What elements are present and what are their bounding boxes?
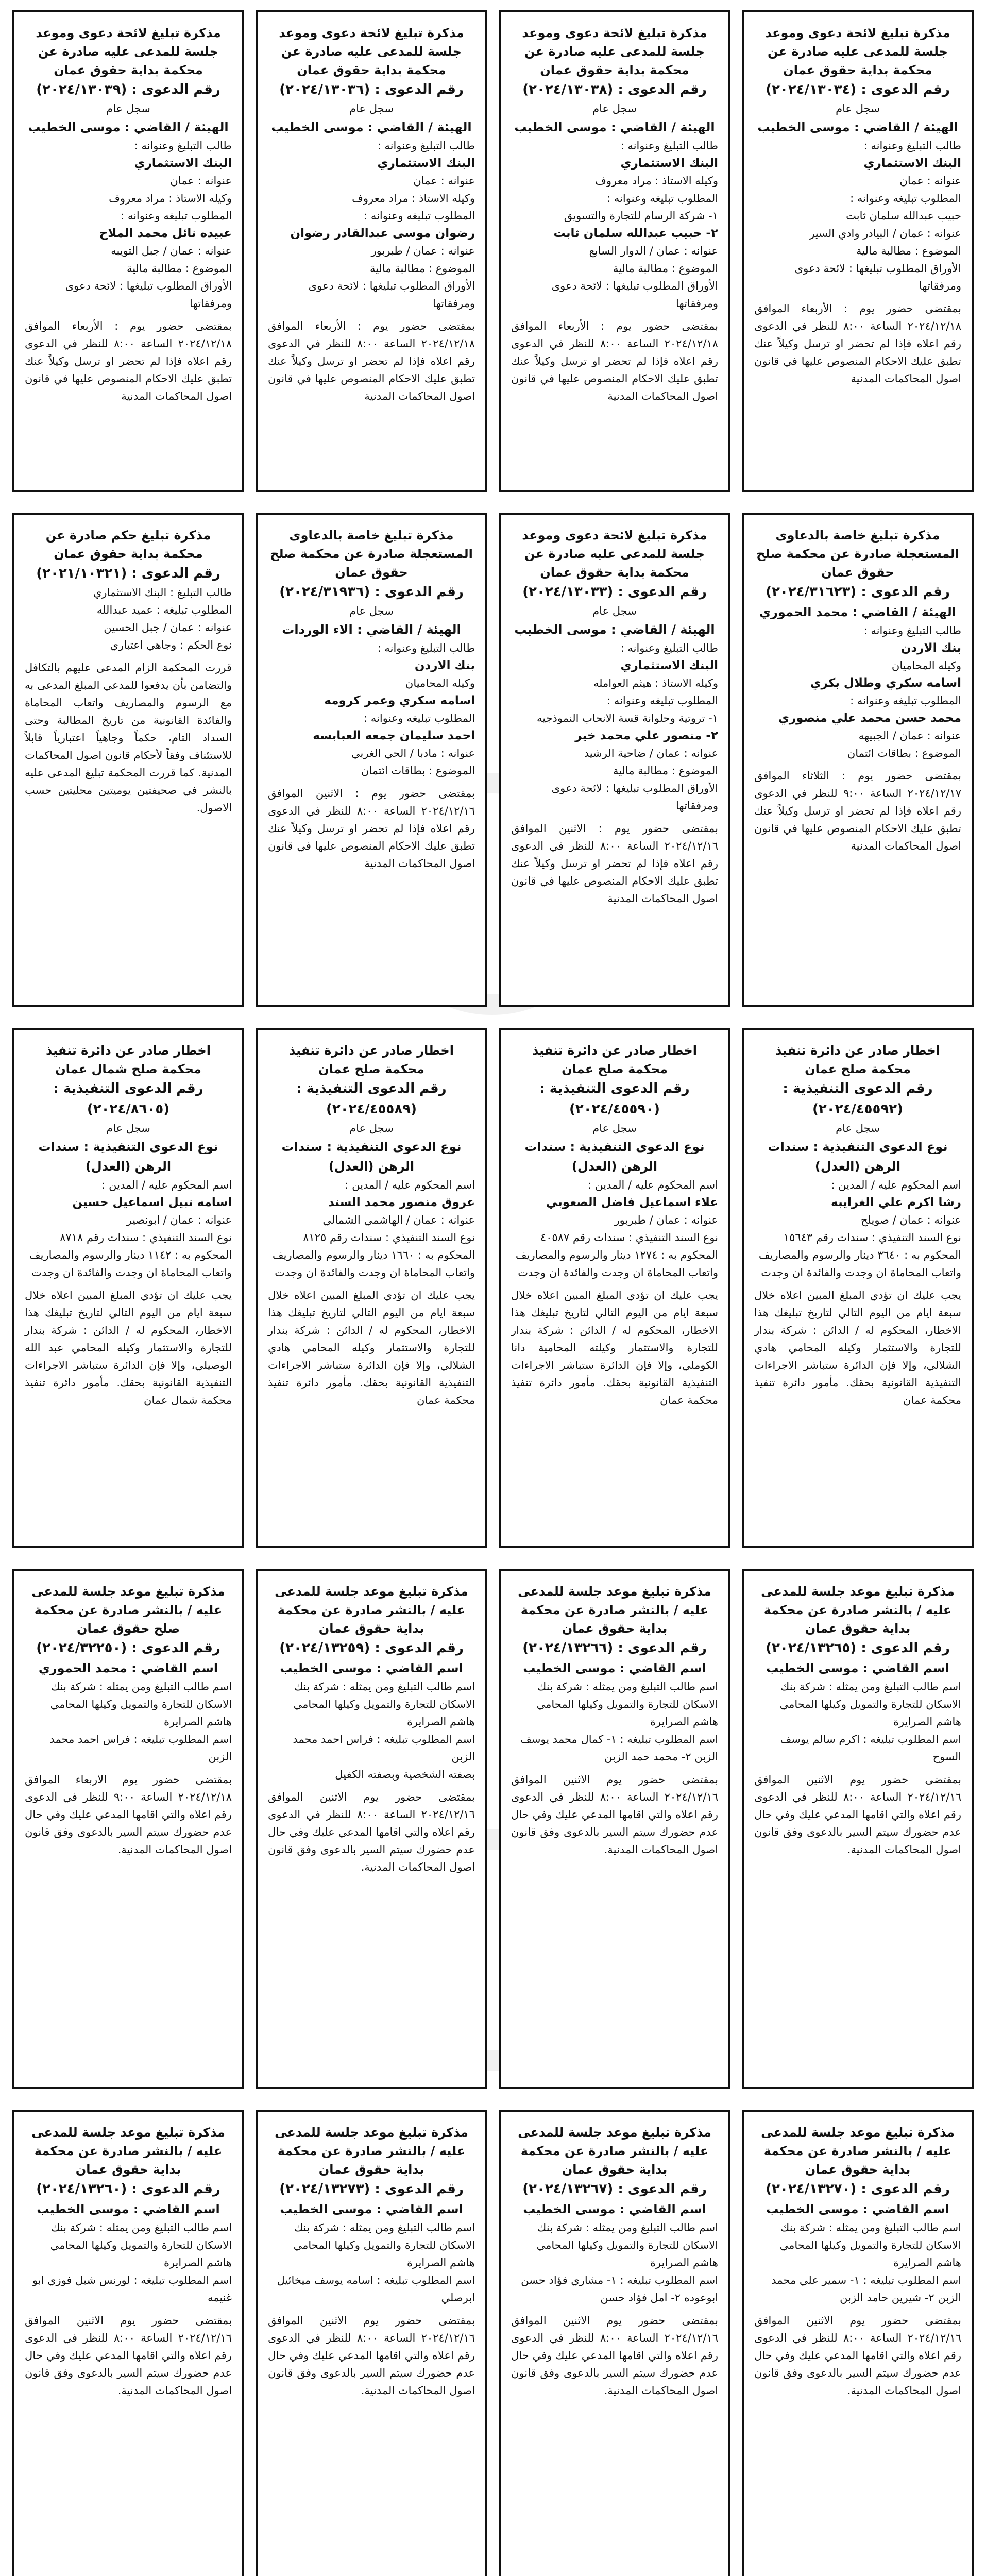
notice-line: عروق منصور محمد السند <box>328 1196 475 1209</box>
notice-line: اسم طالب التبليغ ومن يمثله : شركة بنك الاسكان للتجارة والتمويل وكيلها المحامي هاشم الصرايرة <box>293 2222 475 2269</box>
court-register: سجل عام <box>106 103 150 115</box>
notice-line: عنوانه : عمان <box>170 175 232 187</box>
notice-line: طالب التبليغ وعنوانه : <box>863 140 961 152</box>
court-register: سجل عام <box>592 605 637 617</box>
notice-line: عنوانه : عمان / طبربور <box>371 245 475 257</box>
notice-title: مذكرة تبليغ موعد جلسة للمدعى عليه / بالنشر صادرة عن محكمة بداية حقوق عمان <box>275 1584 468 1636</box>
notice-body: بمقتضى حضور يوم : الثلاثاء الموافق ٢٠٢٤/١٢/١٧ الساعة ٩:٠٠ للنظر في الدعوى رقم اعلاه فإذا لم تحضر او ترسل وكيلاً عنك تطبق عليك الاحكام المنصوص عليها في قانون اصول المحاكمات المدنية <box>754 770 961 852</box>
notice-line: عنوانه : عمان / البيادر وادي السير <box>809 227 961 240</box>
notice-line: ١- شركة الرسام للتجارة والتسويق <box>564 210 718 222</box>
notice-title: مذكرة تبليغ لائحة دعوى وموعد جلسة للمدعى عليه صادرة عن محكمة بداية حقوق عمان <box>522 528 707 580</box>
notice-line: المطلوب تبليغه : عميد عبدالله <box>96 604 232 616</box>
notice-line: عنوانه : عمان / جبل التويبه <box>111 245 232 257</box>
notice-line: ١- تروتية وحلوانة قسة الانحاب النموذجيه <box>536 712 718 724</box>
court-notice <box>742 1028 974 1548</box>
notice-body: بمقتضى حضور يوم الاثنين الموافق ٢٠٢٤/١٢/١٦ الساعة ٨:٠٠ للنظر في الدعوى رقم اعلاه والتي اقامها المدعي عليك وفي حال عدم حضورك سيتم السير بالدعوى وفق قانون اصول المحاكمات المدنية. <box>511 1773 718 1856</box>
notice-line: اسم طالب التبليغ ومن يمثله : شركة بنك الاسكان للتجارة والتمويل وكيلها المحامي هاشم الصرايرة <box>536 1681 718 1728</box>
judge-name: الهيئة / القاضي : محمد الحموري <box>759 605 956 619</box>
court-notice <box>256 2110 487 2576</box>
notice-line: اسم طالب التبليغ ومن يمثله : شركة بنك الاسكان للتجارة والتمويل وكيلها المحامي هاشم الصرايرة <box>50 1681 232 1728</box>
case-number: رقم الدعوى : (٢٠٢٤/٣١٦٢٣) <box>766 584 950 600</box>
notice-line: اسم المحكوم عليه / المدين : <box>588 1179 718 1191</box>
notice-line: الأوراق المطلوب تبليغها : لائحة دعوى ومرفقاتها <box>65 280 232 310</box>
case-number: رقم الدعوى : (٢٠٢٤/١٣٠٣٦) <box>279 82 464 97</box>
notice-line: اسامه نبيل اسماعيل حسين <box>72 1196 232 1209</box>
notice-line: طالب التبليغ وعنوانه : <box>863 624 961 637</box>
notice-line: اسم المطلوب تبليغه : ١- مشاري فؤاد حسن ابوعوده ٢- امل فؤاد حسن <box>521 2274 718 2304</box>
notice-body: بمقتضى حضور يوم : الأربعاء الموافق ٢٠٢٤/١٢/١٨ الساعة ٨:٠٠ للنظر في الدعوى رقم اعلاه فإذا لم تحضر او ترسل وكيلاً عنك تطبق عليك الاحكام المنصوص عليها في قانون اصول المحاكمات المدنية <box>25 320 232 402</box>
notice-line: اسم طالب التبليغ ومن يمثله : شركة بنك الاسكان للتجارة والتمويل وكيلها المحامي هاشم الصرايرة <box>50 2222 232 2269</box>
notice-line: عنوانه : عمان <box>413 175 475 187</box>
judge-name: الهيئة / القاضي : موسى الخطيب <box>514 120 715 134</box>
notice-line: طالب التبليغ وعنوانه : <box>377 642 475 654</box>
notice-line: رضوان موسى عبدالقادر رضوان <box>290 227 475 240</box>
notice-line: طالب التبليغ وعنوانه : <box>134 140 232 152</box>
notice-body: بمقتضى حضور يوم الاثنين الموافق ٢٠٢٤/١٢/١٦ الساعة ٨:٠٠ للنظر في الدعوى رقم اعلاه والتي اقامها المدعي عليك وفي حال عدم حضورك سيتم السير بالدعوى وفق قانون اصول المحاكمات المدنية. <box>511 2314 718 2397</box>
case-number: رقم الدعوى التنفيذية : (٢٠٢٤/٤٥٥٨٩) <box>296 1081 447 1117</box>
notice-line: اسم المطلوب تبليغه : فراس احمد محمد الزبن <box>49 1733 232 1763</box>
case-number: رقم الدعوى : (٢٠٢٤/٣١٩٣٦) <box>279 584 464 600</box>
notice-line: البنك الاستثماري <box>863 157 961 170</box>
court-register: سجل عام <box>592 103 637 115</box>
notice-line: اسم المطلوب تبليغه : ١- سمير علي محمد الزبن ٢- شيرين حامد الزبن <box>771 2274 961 2304</box>
notice-line: الأوراق المطلوب تبليغها : لائحة دعوى ومرفقاتها <box>551 280 718 310</box>
notice-line: الأوراق المطلوب تبليغها : لائحة دعوى ومرفقاتها <box>794 262 961 292</box>
judge-name: اسم القاضي : موسى الخطيب <box>37 2202 220 2216</box>
notice-line: بنك الاردن <box>900 641 961 655</box>
notice-title: مذكرة تبليغ لائحة دعوى وموعد جلسة للمدعى عليه صادرة عن محكمة بداية حقوق عمان <box>36 26 221 77</box>
notice-line: عنوانه : عمان / طبربور <box>614 1214 718 1226</box>
notice-body: يجب عليك ان تؤدي المبلغ المبين اعلاه خلال سبعة ايام من اليوم التالي لتاريخ تبليغك هذا الاخطار، المحكوم له / الدائن : شركة بندار للتجارة والاستثمار وكيلته المحامية دانا الكوملي، وإلا فإن الدائرة ستباشر الاجراءات التنفيذية القانونية بحقك. مأمور دائرة تنفيذ محكمة عمان <box>511 1289 718 1406</box>
notice-line: نوع الحكم : وجاهي اعتباري <box>110 639 232 651</box>
notice-line: طالب التبليغ وعنوانه : <box>620 642 718 654</box>
notice-line: طالب التبليغ : البنك الاستثماري <box>93 586 232 599</box>
notice-line: المطلوب تبليغه وعنوانه : <box>607 192 718 205</box>
notice-line: المحكوم به : ٣٦٤٠ دينار والرسوم والمصاريف واتعاب المحاماة ان وجدت والفائدة ان وجدت <box>758 1249 961 1279</box>
notice-body: بمقتضى حضور يوم : الاثنين الموافق ٢٠٢٤/١٢/١٦ الساعة ٨:٠٠ للنظر في الدعوى رقم اعلاه فإذا لم تحضر او ترسل وكيلاً عنك تطبق عليك الاحكام المنصوص عليها في قانون اصول المحاكمات المدنية <box>268 787 475 870</box>
notice-title: مذكرة تبليغ موعد جلسة للمدعى عليه / بالنشر صادرة عن محكمة بداية حقوق عمان <box>518 2125 711 2177</box>
notice-line: نوع السند التنفيذي : سندات رقم ١٥٦٤٣ <box>783 1231 961 1244</box>
notice-line: اسم المطلوب تبليغه : ١- كمال محمد يوسف الزبن ٢- محمد حمد الزبن <box>520 1733 718 1763</box>
case-number: رقم الدعوى : (٢٠٢١/١٠٣٢١) <box>36 566 220 581</box>
court-notice <box>256 513 487 1007</box>
notice-title: مذكرة تبليغ خاصة بالدعاوى المستعجلة صادرة عن محكمة صلح حقوق عمان <box>756 528 959 580</box>
notice-line: اسامه سكري وطلال بكري <box>810 676 961 690</box>
notice-line: ٢- حبيب عبدالله سلمان ثابت <box>553 227 718 240</box>
judge-name: نوع الدعوى التنفيذية : سندات الرهن (العدل) <box>281 1140 462 1174</box>
notice-title: مذكرة تبليغ لائحة دعوى وموعد جلسة للمدعى عليه صادرة عن محكمة بداية حقوق عمان <box>765 26 950 77</box>
notice-body: قررت المحكمة الزام المدعى عليهم بالتكافل والتضامن بأن يدفعوا للمدعي المبلغ المدعى به مع الرسوم والمصاريف واتعاب المحاماة والفائدة القانونية من تاريخ المطالبة وحتى السداد التام، حكماً وجاهياً اعتبارياً قابلاً للاستئناف وفقاً لأحكام قانون اصول المحاكمات المدنية. كما قررت المحكمة تبليغ المدعى عليه بالنشر في صحيفتين يوميتين محليتين حسب الاصول. <box>25 662 232 814</box>
notice-line: وكيله الاستاذ : مراد معروف <box>352 192 475 205</box>
notice-line: وكيله الاستاذ : مراد معروف <box>595 175 718 187</box>
case-number: رقم الدعوى : (٢٠٢٤/١٣٢٦٠) <box>36 2181 220 2197</box>
notice-title: اخطار صادر عن دائرة تنفيذ محكمة صلح عمان <box>289 1043 454 1076</box>
court-notice <box>499 1028 730 1548</box>
judge-name: اسم القاضي : موسى الخطيب <box>280 1661 463 1675</box>
notice-title: اخطار صادر عن دائرة تنفيذ محكمة صلح شمال عمان <box>46 1043 211 1076</box>
judge-name: اسم القاضي : موسى الخطيب <box>523 1661 706 1675</box>
notice-line: عنوانه : عمان <box>899 175 961 187</box>
notice-title: مذكرة تبليغ موعد جلسة للمدعى عليه / بالنشر صادرة عن محكمة بداية حقوق عمان <box>518 1584 711 1636</box>
notice-line: اسم طالب التبليغ ومن يمثله : شركة بنك الاسكان للتجارة والتمويل وكيلها المحامي هاشم الصرايرة <box>536 2222 718 2269</box>
case-number: رقم الدعوى : (٢٠٢٤/١٣٠٣٩) <box>36 82 220 97</box>
notice-line: المحكوم به : ١٦٦٠ دينار والرسوم والمصاريف واتعاب المحاماة ان وجدت والفائدة ان وجدت <box>272 1249 475 1279</box>
court-notice <box>742 1569 974 2089</box>
judge-name: اسم القاضي : موسى الخطيب <box>766 2202 949 2216</box>
notice-line: عنوانه : عمان / صويلح <box>860 1214 961 1226</box>
notice-line: اسم المطلوب تبليغه : اسامه يوسف ميخائيل ابرصلي <box>277 2274 475 2304</box>
notice-body: بمقتضى حضور يوم الاثنين الموافق ٢٠٢٤/١٢/١٦ الساعة ٨:٠٠ للنظر في الدعوى رقم اعلاه والتي اقامها المدعي عليك وفي حال عدم حضورك سيتم السير بالدعوى وفق قانون اصول المحاكمات المدنية. <box>754 1773 961 1856</box>
court-notice <box>12 10 244 492</box>
case-number: رقم الدعوى : (٢٠٢٤/١٣٠٣٣) <box>522 584 707 600</box>
notice-line: نوع السند التنفيذي : سندات رقم ٨١٢٥ <box>303 1231 475 1244</box>
notice-line: المطلوب تبليغه وعنوانه : <box>850 694 961 707</box>
case-number: رقم الدعوى التنفيذية : (٢٠٢٤/٤٥٥٩٠) <box>539 1081 690 1117</box>
notice-line: نوع السند التنفيذي : سندات رقم ٤٠٥٨٧ <box>540 1231 718 1244</box>
judge-name: اسم القاضي : موسى الخطيب <box>523 2202 706 2216</box>
court-notice <box>742 513 974 1007</box>
notice-line: الأوراق المطلوب تبليغها : لائحة دعوى ومرفقاتها <box>308 280 475 310</box>
notice-line: اسم المطلوب تبليغه : لورنس شبل فوزي ابو غنيمه <box>32 2274 232 2304</box>
notice-title: اخطار صادر عن دائرة تنفيذ محكمة صلح عمان <box>775 1043 940 1076</box>
notice-line: حبيب عبدالله سلمان ثابت <box>846 210 961 222</box>
notice-line: وكيله المحاميان <box>891 659 961 672</box>
case-number: رقم الدعوى : (٢٠٢٤/١٣٠٣٨) <box>522 82 707 97</box>
notice-line: المحكوم به : ١٢٧٤ دينار والرسوم والمصاريف واتعاب المحاماة ان وجدت والفائدة ان وجدت <box>515 1249 718 1279</box>
court-notice <box>12 1028 244 1548</box>
notice-line: الموضوع : مطالبة مالية <box>613 262 718 275</box>
court-register: سجل عام <box>836 1122 880 1134</box>
notice-title: مذكرة تبليغ موعد جلسة للمدعى عليه / بالنشر صادرة عن محكمة صلح حقوق عمان <box>31 1584 225 1636</box>
case-number: رقم الدعوى : (٢٠٢٤/١٣٢٧٣) <box>279 2181 464 2197</box>
judge-name: الهيئة / القاضي : موسى الخطيب <box>757 120 958 134</box>
court-notice <box>12 513 244 1007</box>
notice-body: بمقتضى حضور يوم الاثنين الموافق ٢٠٢٤/١٢/١٦ الساعة ٨:٠٠ للنظر في الدعوى رقم اعلاه والتي اقامها المدعي عليك وفي حال عدم حضورك سيتم السير بالدعوى وفق قانون اصول المحاكمات المدنية. <box>754 2314 961 2397</box>
judge-name: الهيئة / القاضي : الاء الوردات <box>282 622 461 637</box>
notice-body: بمقتضى حضور يوم الاثنين الموافق ٢٠٢٤/١٢/١٦ الساعة ٨:٠٠ للنظر في الدعوى رقم اعلاه والتي اقامها المدعي عليك وفي حال عدم حضورك سيتم السير بالدعوى وفق قانون اصول المحاكمات المدنية. <box>268 2314 475 2397</box>
court-notice <box>12 2110 244 2576</box>
case-number: رقم الدعوى : (٢٠٢٤/٣٢٢٥٠) <box>36 1640 220 1656</box>
notice-line: وكيله الاستاذ : مراد معروف <box>109 192 232 205</box>
court-register: سجل عام <box>349 1122 394 1134</box>
notice-title: مذكرة تبليغ موعد جلسة للمدعى عليه / بالنشر صادرة عن محكمة بداية حقوق عمان <box>761 2125 955 2177</box>
court-notice <box>742 2110 974 2576</box>
notice-body: بمقتضى حضور يوم الاثنين الموافق ٢٠٢٤/١٢/١٦ الساعة ٨:٠٠ للنظر في الدعوى رقم اعلاه والتي اقامها المدعي عليك وفي حال عدم حضورك سيتم السير بالدعوى وفق قانون اصول المحاكمات المدنية. <box>268 1791 475 1873</box>
notice-title: مذكرة تبليغ لائحة دعوى وموعد جلسة للمدعى عليه صادرة عن محكمة بداية حقوق عمان <box>279 26 464 77</box>
court-register: سجل عام <box>592 1122 637 1134</box>
case-number: رقم الدعوى : (٢٠٢٤/١٣٠٣٤) <box>766 82 950 97</box>
notice-line: وكيله المحاميان <box>405 677 475 689</box>
notice-line: المطلوب تبليغه وعنوانه : <box>121 210 232 222</box>
notice-line: طالب التبليغ وعنوانه : <box>377 140 475 152</box>
court-notice <box>256 1569 487 2089</box>
notice-body: بمقتضى حضور يوم : الأربعاء الموافق ٢٠٢٤/١٢/١٨ الساعة ٨:٠٠ للنظر في الدعوى رقم اعلاه فإذا لم تحضر او ترسل وكيلاً عنك تطبق عليك الاحكام المنصوص عليها في قانون اصول المحاكمات المدنية <box>511 320 718 402</box>
court-notice <box>256 1028 487 1548</box>
judge-name: الهيئة / القاضي : موسى الخطيب <box>271 120 472 134</box>
notice-line: الموضوع : بطاقات ائتمان <box>847 747 961 759</box>
notice-line: الموضوع : مطالبة مالية <box>126 262 232 275</box>
court-notice <box>256 10 487 492</box>
notice-line: اسم المطلوب تبليغه : فراس احمد محمد الزبن <box>293 1733 475 1763</box>
notice-line: عنوانه : عمان / ضاحية الرشيد <box>584 747 718 759</box>
notice-title: مذكرة تبليغ موعد جلسة للمدعى عليه / بالنشر صادرة عن محكمة بداية حقوق عمان <box>275 2125 468 2177</box>
notice-line: المطلوب تبليغه وعنوانه : <box>364 210 475 222</box>
court-notice <box>499 10 730 492</box>
court-register: سجل عام <box>349 605 394 617</box>
notice-line: عنوانه : عمان / جبل الحسين <box>104 621 232 634</box>
judge-name: الهيئة / القاضي : موسى الخطيب <box>514 622 715 637</box>
notice-line: عنوانه : عمان / الجبيهه <box>858 730 961 742</box>
case-number: رقم الدعوى التنفيذية : (٢٠٢٤/٤٥٥٩٢) <box>783 1081 933 1117</box>
notice-line: علاء اسماعيل فاضل الصعوبي <box>546 1196 718 1209</box>
notice-line: البنك الاستثماري <box>620 157 718 170</box>
notice-line: اسم طالب التبليغ ومن يمثله : شركة بنك الاسكان للتجارة والتمويل وكيلها المحامي هاشم الصرايرة <box>293 1681 475 1728</box>
court-register: سجل عام <box>836 103 880 115</box>
court-notice <box>742 10 974 492</box>
case-number: رقم الدعوى التنفيذية : (٢٠٢٤/٨٦٠٥) <box>53 1081 203 1117</box>
notice-line: ٢- منصور علي محمد خير <box>575 729 718 742</box>
notice-line: بصفته الشخصية وبصفته الكفيل <box>335 1768 475 1781</box>
court-notice <box>499 2110 730 2576</box>
notice-line: الموضوع : بطاقات ائتمان <box>361 765 475 777</box>
notice-line: اسم المحكوم عليه / المدين : <box>831 1179 961 1191</box>
notice-line: المحكوم به : ١١٤٢ دينار والرسوم والمصاريف واتعاب المحاماة ان وجدت والفائدة ان وجدت <box>29 1249 232 1279</box>
notice-body: بمقتضى حضور يوم : الاثنين الموافق ٢٠٢٤/١٢/١٦ الساعة ٨:٠٠ للنظر في الدعوى رقم اعلاه فإذا لم تحضر او ترسل وكيلاً عنك تطبق عليك الاحكام المنصوص عليها في قانون اصول المحاكمات المدنية <box>511 822 718 905</box>
notice-line: البنك الاستثماري <box>377 157 475 170</box>
notice-line: المطلوب تبليغه وعنوانه : <box>850 192 961 205</box>
court-register: سجل عام <box>349 103 394 115</box>
notice-title: مذكرة تبليغ خاصة بالدعاوى المستعجلة صادرة عن محكمة صلح حقوق عمان <box>270 528 473 580</box>
court-notice <box>499 1569 730 2089</box>
case-number: رقم الدعوى : (٢٠٢٤/١٣٢٦٥) <box>766 1640 950 1656</box>
notice-line: نوع السند التنفيذي : سندات رقم ٨٧١٨ <box>60 1231 232 1244</box>
notice-line: اسامه سكري وعمر كرومه <box>324 694 475 707</box>
notice-line: اسم المحكوم عليه / المدين : <box>101 1179 232 1191</box>
judge-name: اسم القاضي : محمد الحموري <box>38 1661 218 1675</box>
notice-line: وكيله الاستاذ : هيثم العوامله <box>593 677 718 689</box>
notice-line: عنوانه : عمان / الدوار السابع <box>589 245 718 257</box>
notice-body: يجب عليك ان تؤدي المبلغ المبين اعلاه خلال سبعة ايام من اليوم التالي لتاريخ تبليغك هذا الاخطار، المحكوم له / الدائن : شركة بندار للتجارة والاستثمار وكيله المحامي عبد الله الوصيلي، وإلا فإن الدائرة ستباشر الاجراءات التنفيذية القانونية بحقك. مأمور دائرة تنفيذ محكمة شمال عمان <box>25 1289 232 1406</box>
case-number: رقم الدعوى : (٢٠٢٤/١٣٢٦٦) <box>522 1640 707 1656</box>
judge-name: اسم القاضي : موسى الخطيب <box>280 2202 463 2216</box>
notice-line: احمد سليمان جمعه العبابسه <box>313 729 475 742</box>
judge-name: نوع الدعوى التنفيذية : سندات الرهن (العدل) <box>524 1140 705 1174</box>
notice-line: الموضوع : مطالبة مالية <box>613 765 718 777</box>
notice-line: اسم طالب التبليغ ومن يمثله : شركة بنك الاسكان للتجارة والتمويل وكيلها المحامي هاشم الصرايرة <box>779 1681 961 1728</box>
notice-line: عبيده نائل محمد الملاح <box>99 227 232 240</box>
judge-name: نوع الدعوى التنفيذية : سندات الرهن (العدل) <box>768 1140 948 1174</box>
judge-name: الهيئة / القاضي : موسى الخطيب <box>28 120 229 134</box>
notice-line: الموضوع : مطالبة مالية <box>369 262 475 275</box>
notice-line: بنك الاردن <box>414 659 475 672</box>
case-number: رقم الدعوى : (٢٠٢٤/١٣٢٦٧) <box>522 2181 707 2197</box>
notice-body: يجب عليك ان تؤدي المبلغ المبين اعلاه خلال سبعة ايام من اليوم التالي لتاريخ تبليغك هذا الاخطار، المحكوم له / الدائن : شركة بندار للتجارة والاستثمار وكيله المحامي هادي الشلالي، وإلا فإن الدائرة ستباشر الاجراءات التنفيذية القانونية بحقك. مأمور دائرة تنفيذ محكمة عمان <box>268 1289 475 1406</box>
notice-body: يجب عليك ان تؤدي المبلغ المبين اعلاه خلال سبعة ايام من اليوم التالي لتاريخ تبليغك هذا الاخطار، المحكوم له / الدائن : شركة بندار للتجارة والاستثمار وكيله المحامي هادي الشلالي، وإلا فإن الدائرة ستباشر الاجراءات التنفيذية القانونية بحقك. مأمور دائرة تنفيذ محكمة عمان <box>754 1289 961 1406</box>
notice-line: عنوانه : عمان / الهاشمي الشمالي <box>322 1214 475 1226</box>
notice-title: مذكرة تبليغ موعد جلسة للمدعى عليه / بالنشر صادرة عن محكمة بداية حقوق عمان <box>761 1584 955 1636</box>
court-notice <box>499 513 730 1007</box>
court-register: سجل عام <box>106 1122 150 1134</box>
case-number: رقم الدعوى : (٢٠٢٤/١٣٢٧٠) <box>766 2181 950 2197</box>
notice-line: اسم طالب التبليغ ومن يمثله : شركة بنك الاسكان للتجارة والتمويل وكيلها المحامي هاشم الصرايرة <box>779 2222 961 2269</box>
notice-title: مذكرة تبليغ حكم صادرة عن محكمة بداية حقوق عمان <box>45 528 211 561</box>
case-number: رقم الدعوى : (٢٠٢٤/١٣٢٥٩) <box>279 1640 464 1656</box>
notice-line: عنوانه : مادبا / الحي الغربي <box>351 747 475 759</box>
court-notice <box>12 1569 244 2089</box>
notice-line: المطلوب تبليغه وعنوانه : <box>364 712 475 724</box>
notice-line: الأوراق المطلوب تبليغها : لائحة دعوى ومرفقاتها <box>551 782 718 812</box>
judge-name: نوع الدعوى التنفيذية : سندات الرهن (العدل) <box>38 1140 218 1174</box>
notice-title: اخطار صادر عن دائرة تنفيذ محكمة صلح عمان <box>532 1043 697 1076</box>
notice-line: عنوانه : عمان / ابونصير <box>126 1214 232 1226</box>
notice-body: بمقتضى حضور يوم الاربعاء الموافق ٢٠٢٤/١٢/١٨ الساعة ٩:٠٠ للنظر في الدعوى رقم اعلاه والتي اقامها المدعي عليك وفي حال عدم حضورك سيتم السير بالدعوى وفق قانون اصول المحاكمات المدنية. <box>25 1773 232 1856</box>
notices-grid <box>12 10 974 2576</box>
notice-line: البنك الاستثماري <box>620 659 718 672</box>
notice-line: البنك الاستثماري <box>134 157 232 170</box>
notice-title: مذكرة تبليغ لائحة دعوى وموعد جلسة للمدعى عليه صادرة عن محكمة بداية حقوق عمان <box>522 26 707 77</box>
judge-name: اسم القاضي : موسى الخطيب <box>766 1661 949 1675</box>
notice-line: اسم المطلوب تبليغه : اكرم سالم يوسف السوح <box>780 1733 961 1763</box>
notice-line: طالب التبليغ وعنوانه : <box>620 140 718 152</box>
notice-body: بمقتضى حضور يوم : الأربعاء الموافق ٢٠٢٤/١٢/١٨ الساعة ٨:٠٠ للنظر في الدعوى رقم اعلاه فإذا لم تحضر او ترسل وكيلاً عنك تطبق عليك الاحكام المنصوص عليها في قانون اصول المحاكمات المدنية <box>754 302 961 385</box>
notice-title: مذكرة تبليغ موعد جلسة للمدعى عليه / بالنشر صادرة عن محكمة بداية حقوق عمان <box>31 2125 225 2177</box>
notice-line: المطلوب تبليغه وعنوانه : <box>607 694 718 707</box>
notice-body: بمقتضى حضور يوم : الأربعاء الموافق ٢٠٢٤/١٢/١٨ الساعة ٨:٠٠ للنظر في الدعوى رقم اعلاه فإذا لم تحضر او ترسل وكيلاً عنك تطبق عليك الاحكام المنصوص عليها في قانون اصول المحاكمات المدنية <box>268 320 475 402</box>
notice-body: بمقتضى حضور يوم الاثنين الموافق ٢٠٢٤/١٢/١٦ الساعة ٨:٠٠ للنظر في الدعوى رقم اعلاه والتي اقامها المدعي عليك وفي حال عدم حضورك سيتم السير بالدعوى وفق قانون اصول المحاكمات المدنية. <box>25 2314 232 2397</box>
notice-line: الموضوع : مطالبة مالية <box>856 245 961 257</box>
notice-line: رشا اكرم علي الغرايبه <box>831 1196 961 1209</box>
notice-line: محمد حسن محمد علي منصوري <box>778 711 961 725</box>
notice-line: اسم المحكوم عليه / المدين : <box>345 1179 475 1191</box>
